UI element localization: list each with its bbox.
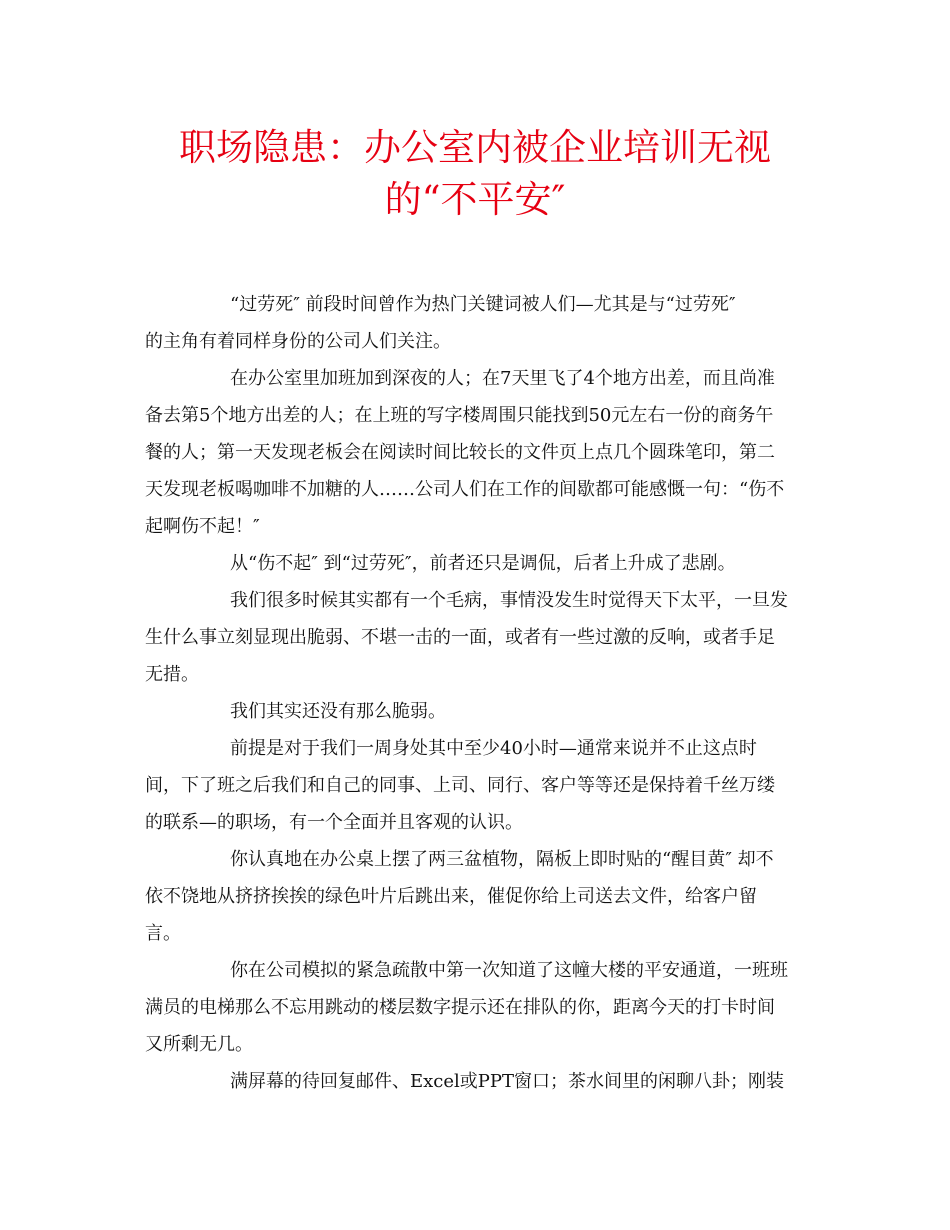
paragraph-5 — [145, 693, 815, 730]
paragraph-7 — [145, 841, 815, 952]
text-line: 生什么事立刻显现出脆弱、不堪一击的一面，或者有一些过激的反响，或者手足 — [145, 627, 775, 648]
article-body — [145, 286, 815, 1100]
text-line: 天发现老板喝咖啡不加糖的人……公司人们在工作的间歇都可能感慨一句：“伤不 — [145, 479, 785, 500]
paragraph-9 — [145, 1063, 815, 1100]
text-line: 间，下了班之后我们和自己的同事、上司、同行、客户等等还是保持着千丝万缕 — [145, 775, 775, 796]
text-line: 又所剩无几。 — [145, 1034, 253, 1055]
text-line: 无措。 — [145, 664, 199, 685]
text-line: 在办公室里加班加到深夜的人；在7天里飞了4个地方出差，而且尚准 — [230, 368, 775, 389]
title-line-1: 职场隐患：办公室内被企业培训无视 — [179, 126, 771, 169]
text-line: 依不饶地从挤挤挨挨的绿色叶片后跳出来，催促你给上司送去文件，给客户留 — [145, 886, 757, 907]
text-line: 满员的电梯那么不忘用跳动的楼层数字提示还在排队的你，距离今天的打卡时间 — [145, 997, 775, 1018]
text-line: 满屏幕的待回复邮件、Excel或PPT窗口；茶水间里的闲聊八卦；刚装 — [230, 1071, 785, 1092]
text-line: 言。 — [145, 923, 181, 944]
text-line: 你认真地在办公桌上摆了两三盆植物，隔板上即时贴的“醒目黄″ 却不 — [230, 849, 774, 870]
paragraph-1 — [145, 286, 815, 360]
text-line: 备去第5个地方出差的人；在上班的写字楼周围只能找到50元左右一份的商务午 — [145, 405, 774, 426]
paragraph-2 — [145, 360, 815, 545]
text-line: 起啊伤不起！″ — [145, 516, 260, 537]
paragraph-6 — [145, 730, 815, 841]
page-title — [140, 122, 810, 226]
text-line: 我们很多时候其实都有一个毛病，事情没发生时觉得天下太平，一旦发 — [230, 590, 788, 611]
text-line: 你在公司模拟的紧急疏散中第一次知道了这幢大楼的平安通道，一班班 — [230, 960, 788, 981]
text-line: “过劳死″ 前段时间曾作为热门关键词被人们—尤其是与“过劳死″ — [230, 294, 736, 315]
text-line: 餐的人；第一天发现老板会在阅读时间比较长的文件页上点几个圆珠笔印，第二 — [145, 442, 775, 463]
text-line: 的主角有着同样身份的公司人们关注。 — [145, 331, 451, 352]
text-line: 从“伤不起″ 到“过劳死″，前者还只是调侃，后者上升成了悲剧。 — [230, 553, 736, 574]
title-line-2: 的“不平安″ — [384, 178, 566, 221]
paragraph-4 — [145, 582, 815, 693]
text-line: 前提是对于我们一周身处其中至少40小时—通常来说并不止这点时 — [230, 738, 757, 759]
paragraph-3 — [145, 545, 815, 582]
text-line: 我们其实还没有那么脆弱。 — [230, 701, 446, 722]
text-line: 的联系—的职场，有一个全面并且客观的认识。 — [145, 812, 523, 833]
paragraph-8 — [145, 952, 815, 1063]
